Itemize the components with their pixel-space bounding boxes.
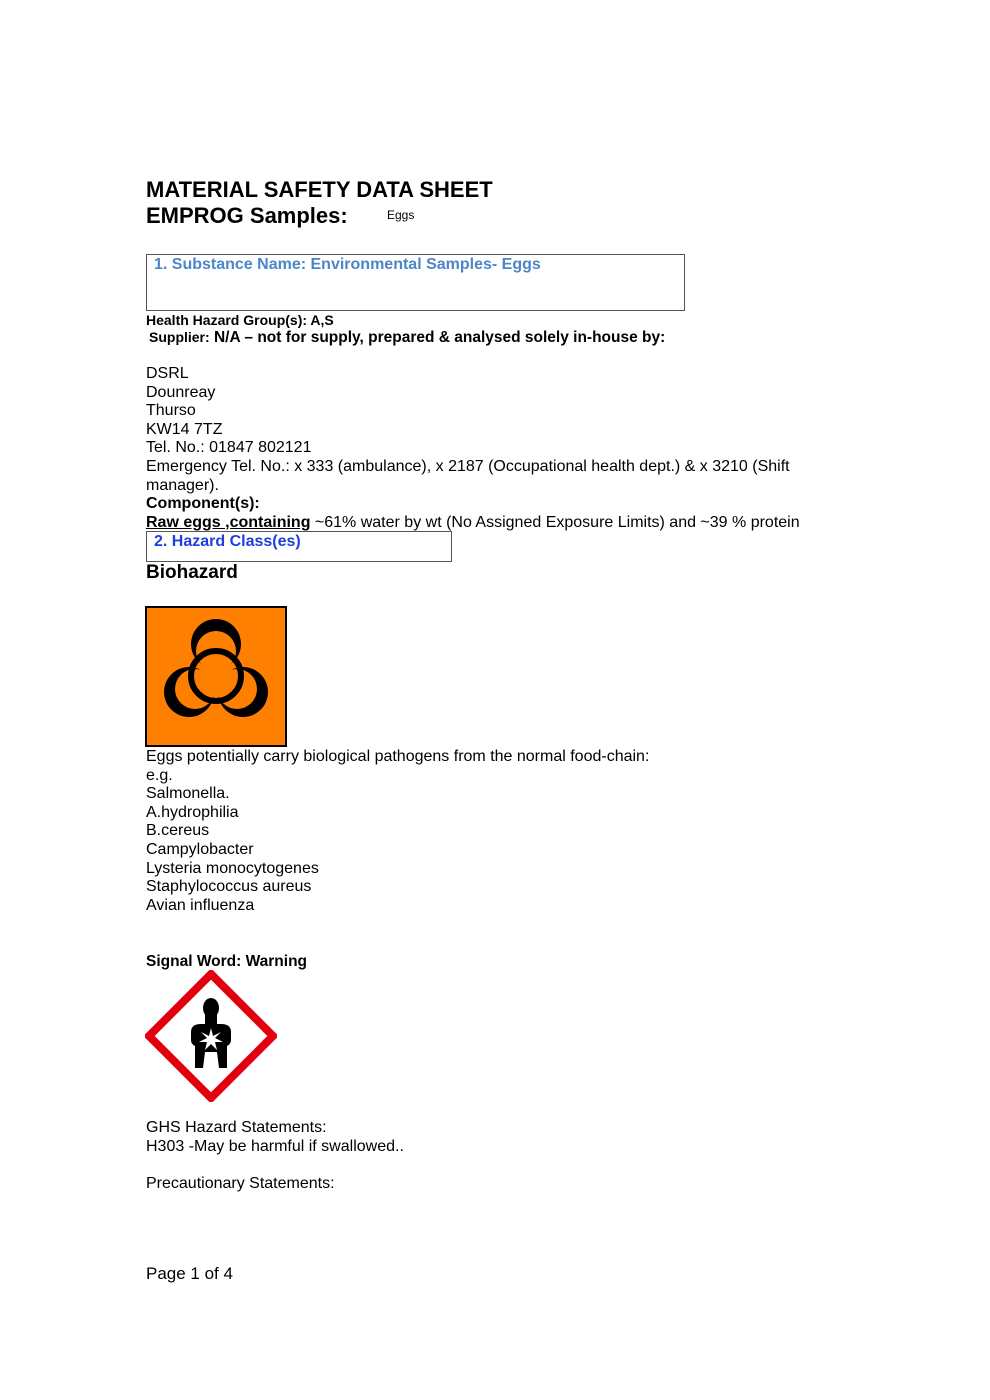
ghs-block [146, 1119, 404, 1156]
address-emergency-1: Emergency Tel. No.: x 333 (ambulance), x 2187 (Occupational health dept.) & x 3210 (Shift [146, 457, 790, 475]
components-label: Component(s): [146, 495, 260, 513]
components-raw-rest: ~61% water by wt (No Assigned Exposure Limits) and ~39 % protein [310, 513, 800, 531]
ghs-health-hazard-icon [145, 970, 277, 1102]
list-item: Staphylococcus aureus [146, 878, 312, 896]
hazard-class-title: Biohazard [146, 562, 238, 583]
address-line2: Thurso [146, 402, 196, 420]
document-subtitle: EMPROG Samples: [146, 203, 348, 228]
pathogens-intro: Eggs potentially carry biological pathogens from the normal food-chain: [146, 748, 650, 765]
address-tel: Tel. No.: 01847 802121 [146, 439, 312, 457]
components-raw-bold: Raw eggs ,containing [146, 513, 311, 531]
sample-label: Eggs [387, 208, 415, 222]
address-emergency-2: manager). [146, 476, 219, 494]
precautionary-heading: Precautionary Statements: [146, 1175, 335, 1192]
pathogens-eg: e.g. [146, 766, 173, 784]
address-org: DSRL [146, 365, 189, 382]
components-line [146, 514, 800, 533]
ghs-statement: H303 -May be harmful if swallowed.. [146, 1137, 404, 1155]
pathogens-block [146, 748, 649, 915]
address-block [146, 365, 800, 532]
list-item: Campylobacter [146, 840, 254, 858]
list-item: Lysteria monocytogenes [146, 859, 319, 877]
list-item: Salmonella. [146, 785, 230, 803]
document-title: MATERIAL SAFETY DATA SHEET [146, 177, 493, 202]
address-postcode: KW14 7TZ [146, 420, 223, 438]
list-item: Avian influenza [146, 896, 255, 914]
biohazard-icon [145, 606, 287, 747]
substance-name-heading: 1. Substance Name: Environmental Samples- Eggs [154, 256, 541, 273]
supplier-line [149, 329, 665, 347]
list-item: A.hydrophilia [146, 803, 239, 821]
health-hazard-group: Health Hazard Group(s): A,S [146, 312, 334, 328]
address-line1: Dounreay [146, 383, 216, 401]
list-item: B.cereus [146, 822, 210, 840]
hazard-class-box [146, 531, 452, 562]
ghs-heading: GHS Hazard Statements: [146, 1119, 327, 1136]
substance-name-box [146, 254, 685, 311]
page-number: Page 1 of 4 [146, 1264, 233, 1283]
supplier-label: Supplier: [149, 329, 210, 345]
supplier-value: N/A – not for supply, prepared & analysed solely in-house by: [213, 329, 666, 346]
hazard-class-heading: 2. Hazard Class(es) [154, 533, 301, 550]
signal-word: Signal Word: Warning [146, 953, 308, 970]
